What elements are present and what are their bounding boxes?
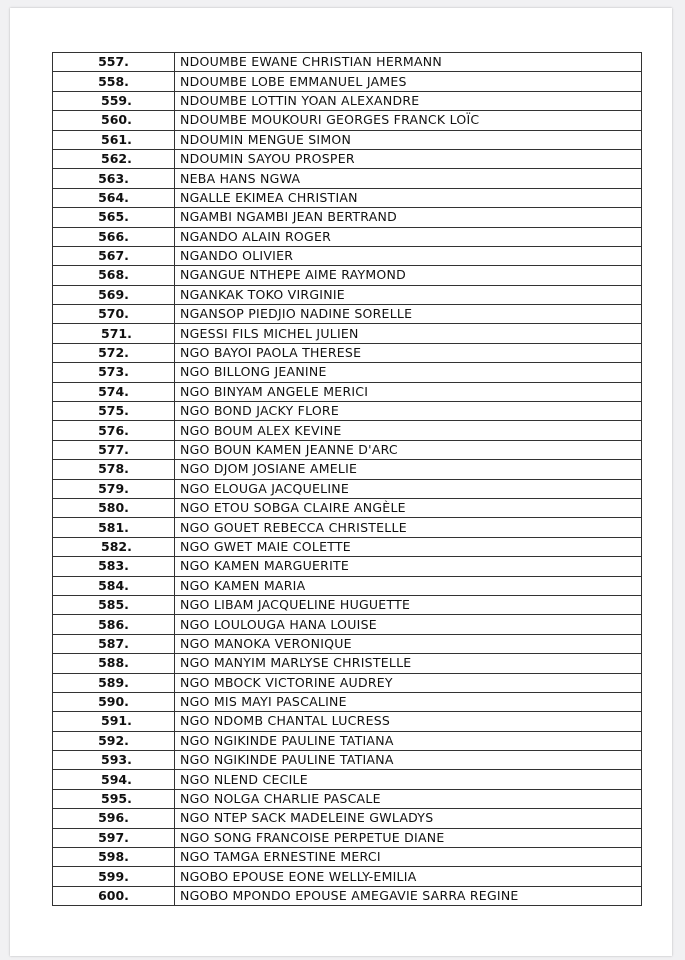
person-name: NGO KAMEN MARIA: [175, 576, 642, 595]
row-number: 590.: [53, 692, 175, 711]
person-name: NGO LIBAM JACQUELINE HUGUETTE: [175, 595, 642, 614]
row-number: 564.: [53, 188, 175, 207]
row-number: 562.: [53, 149, 175, 168]
row-number: 584.: [53, 576, 175, 595]
person-name: NGANGUE NTHEPE AIME RAYMOND: [175, 266, 642, 285]
row-number: 583.: [53, 557, 175, 576]
row-number: 566.: [53, 227, 175, 246]
table-row: [53, 72, 642, 91]
row-number: 580.: [53, 498, 175, 517]
row-number: 571.: [53, 324, 175, 343]
person-name: NGO BAYOI PAOLA THERESE: [175, 343, 642, 362]
table-row: [53, 848, 642, 867]
name-list-body: [53, 53, 642, 906]
row-number: 574.: [53, 382, 175, 401]
table-row: [53, 557, 642, 576]
person-name: NGO GWET MAIE COLETTE: [175, 537, 642, 556]
row-number: 599.: [53, 867, 175, 886]
person-name: NGO NTEP SACK MADELEINE GWLADYS: [175, 809, 642, 828]
table-row: [53, 751, 642, 770]
row-number: 581.: [53, 518, 175, 537]
table-row: [53, 169, 642, 188]
table-row: [53, 227, 642, 246]
table-row: [53, 809, 642, 828]
row-number: 561.: [53, 130, 175, 149]
person-name: NGANKAK TOKO VIRGINIE: [175, 285, 642, 304]
row-number: 557.: [53, 53, 175, 72]
row-number: 593.: [53, 751, 175, 770]
person-name: NGOBO EPOUSE EONE WELLY-EMILIA: [175, 867, 642, 886]
row-number: 596.: [53, 809, 175, 828]
row-number: 560.: [53, 111, 175, 130]
table-row: [53, 595, 642, 614]
row-number: 563.: [53, 169, 175, 188]
table-row: [53, 53, 642, 72]
table-row: [53, 460, 642, 479]
row-number: 578.: [53, 460, 175, 479]
table-row: [53, 130, 642, 149]
row-number: 569.: [53, 285, 175, 304]
table-row: [53, 421, 642, 440]
person-name: NGO MBOCK VICTORINE AUDREY: [175, 673, 642, 692]
row-number: 573.: [53, 363, 175, 382]
person-name: NGO ETOU SOBGA CLAIRE ANGÈLE: [175, 498, 642, 517]
person-name: NDOUMBE MOUKOURI GEORGES FRANCK LOÏC: [175, 111, 642, 130]
table-row: [53, 576, 642, 595]
row-number: 595.: [53, 789, 175, 808]
table-row: [53, 537, 642, 556]
table-row: [53, 518, 642, 537]
person-name: NGO BOUM ALEX KEVINE: [175, 421, 642, 440]
row-number: 570.: [53, 305, 175, 324]
table-row: [53, 770, 642, 789]
table-row: [53, 731, 642, 750]
row-number: 577.: [53, 440, 175, 459]
row-number: 589.: [53, 673, 175, 692]
table-row: [53, 111, 642, 130]
person-name: NGO NGIKINDE PAULINE TATIANA: [175, 731, 642, 750]
person-name: NGO NLEND CECILE: [175, 770, 642, 789]
table-row: [53, 246, 642, 265]
table-row: [53, 789, 642, 808]
table-row: [53, 188, 642, 207]
table-row: [53, 479, 642, 498]
person-name: NDOUMBE LOTTIN YOAN ALEXANDRE: [175, 91, 642, 110]
row-number: 585.: [53, 595, 175, 614]
person-name: NDOUMIN SAYOU PROSPER: [175, 149, 642, 168]
table-row: [53, 673, 642, 692]
person-name: NGO NOLGA CHARLIE PASCALE: [175, 789, 642, 808]
person-name: NGO DJOM JOSIANE AMELIE: [175, 460, 642, 479]
person-name: NGO GOUET REBECCA CHRISTELLE: [175, 518, 642, 537]
row-number: 565.: [53, 208, 175, 227]
person-name: NGOBO MPONDO EPOUSE AMEGAVIE SARRA REGINE: [175, 886, 642, 905]
row-number: 591.: [53, 712, 175, 731]
person-name: NGANDO ALAIN ROGER: [175, 227, 642, 246]
person-name: NGO NDOMB CHANTAL LUCRESS: [175, 712, 642, 731]
person-name: NGANSOP PIEDJIO NADINE SORELLE: [175, 305, 642, 324]
person-name: NGAMBI NGAMBI JEAN BERTRAND: [175, 208, 642, 227]
table-row: [53, 692, 642, 711]
person-name: NGO KAMEN MARGUERITE: [175, 557, 642, 576]
row-number: 582.: [53, 537, 175, 556]
row-number: 576.: [53, 421, 175, 440]
row-number: 567.: [53, 246, 175, 265]
row-number: 568.: [53, 266, 175, 285]
row-number: 597.: [53, 828, 175, 847]
person-name: NEBA HANS NGWA: [175, 169, 642, 188]
table-row: [53, 828, 642, 847]
table-row: [53, 654, 642, 673]
person-name: NDOUMBE EWANE CHRISTIAN HERMANN: [175, 53, 642, 72]
table-row: [53, 324, 642, 343]
table-row: [53, 615, 642, 634]
row-number: 594.: [53, 770, 175, 789]
row-number: 588.: [53, 654, 175, 673]
table-row: [53, 498, 642, 517]
row-number: 558.: [53, 72, 175, 91]
table-row: [53, 402, 642, 421]
person-name: NGO TAMGA ERNESTINE MERCI: [175, 848, 642, 867]
name-list-table: [52, 52, 642, 906]
row-number: 572.: [53, 343, 175, 362]
person-name: NGO BOND JACKY FLORE: [175, 402, 642, 421]
person-name: NGALLE EKIMEA CHRISTIAN: [175, 188, 642, 207]
person-name: NDOUMBE LOBE EMMANUEL JAMES: [175, 72, 642, 91]
row-number: 598.: [53, 848, 175, 867]
table-row: [53, 867, 642, 886]
table-row: [53, 285, 642, 304]
row-number: 575.: [53, 402, 175, 421]
person-name: NGESSI FILS MICHEL JULIEN: [175, 324, 642, 343]
table-row: [53, 149, 642, 168]
row-number: 579.: [53, 479, 175, 498]
person-name: NGO BILLONG JEANINE: [175, 363, 642, 382]
table-row: [53, 382, 642, 401]
row-number: 586.: [53, 615, 175, 634]
table-row: [53, 208, 642, 227]
row-number: 592.: [53, 731, 175, 750]
person-name: NGO ELOUGA JACQUELINE: [175, 479, 642, 498]
document-page: [10, 8, 672, 956]
row-number: 600.: [53, 886, 175, 905]
row-number: 587.: [53, 634, 175, 653]
person-name: NGO MIS MAYI PASCALINE: [175, 692, 642, 711]
person-name: NGO BINYAM ANGELE MERICI: [175, 382, 642, 401]
person-name: NDOUMIN MENGUE SIMON: [175, 130, 642, 149]
person-name: NGO NGIKINDE PAULINE TATIANA: [175, 751, 642, 770]
table-row: [53, 886, 642, 905]
person-name: NGO MANOKA VERONIQUE: [175, 634, 642, 653]
person-name: NGO BOUN KAMEN JEANNE D'ARC: [175, 440, 642, 459]
table-row: [53, 266, 642, 285]
table-row: [53, 440, 642, 459]
row-number: 559.: [53, 91, 175, 110]
table-row: [53, 634, 642, 653]
table-row: [53, 91, 642, 110]
person-name: NGO SONG FRANCOISE PERPETUE DIANE: [175, 828, 642, 847]
person-name: NGO MANYIM MARLYSE CHRISTELLE: [175, 654, 642, 673]
table-row: [53, 305, 642, 324]
table-row: [53, 712, 642, 731]
person-name: NGO LOULOUGA HANA LOUISE: [175, 615, 642, 634]
person-name: NGANDO OLIVIER: [175, 246, 642, 265]
table-row: [53, 343, 642, 362]
table-row: [53, 363, 642, 382]
